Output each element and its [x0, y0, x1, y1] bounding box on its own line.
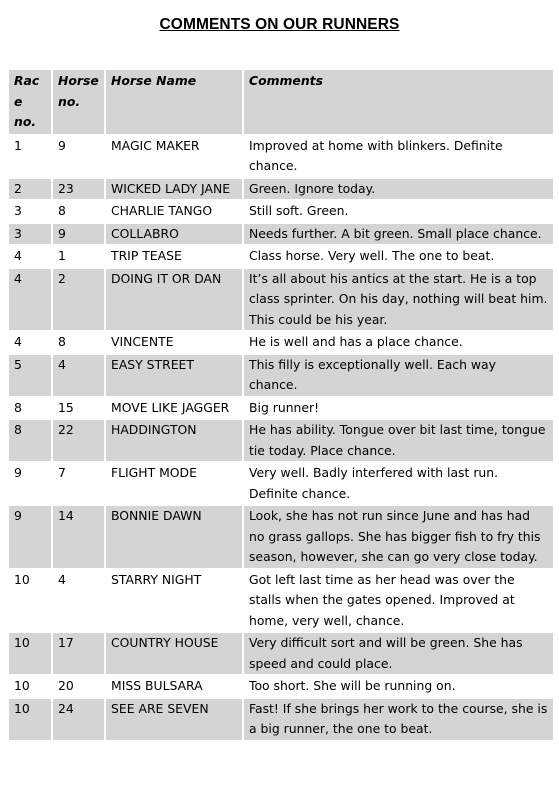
- horse-name-cell: STARRY NIGHT: [106, 570, 242, 632]
- race-no-cell: 10: [9, 570, 51, 632]
- runners-table: [7, 68, 555, 742]
- comment-cell: Still soft. Green.: [244, 201, 553, 222]
- table-row: [9, 420, 553, 461]
- table-row: [9, 699, 553, 740]
- table-body: [9, 136, 553, 740]
- horse-no-cell: 4: [53, 355, 104, 396]
- horse-name-cell: SEE ARE SEVEN: [106, 699, 242, 740]
- race-no-cell: 10: [9, 676, 51, 697]
- table-row: [9, 506, 553, 568]
- race-no-cell: 10: [9, 633, 51, 674]
- table-row: [9, 246, 553, 267]
- horse-no-cell: 7: [53, 463, 104, 504]
- comment-cell: He has ability. Tongue over bit last time, tongue tie today. Place chance.: [244, 420, 553, 461]
- table-row: [9, 224, 553, 245]
- comment-cell: Look, she has not run since June and has had no grass gallops. She has bigger fish to fry this season, however, she can go very close today.: [244, 506, 553, 568]
- horse-name-cell: EASY STREET: [106, 355, 242, 396]
- race-no-cell: 8: [9, 398, 51, 419]
- horse-no-cell: 15: [53, 398, 104, 419]
- comment-cell: Very well. Badly interfered with last run. Definite chance.: [244, 463, 553, 504]
- column-header-comments: Comments: [244, 70, 553, 134]
- horse-no-cell: 4: [53, 570, 104, 632]
- table-row: [9, 463, 553, 504]
- table-row: [9, 676, 553, 697]
- race-no-cell: 4: [9, 246, 51, 267]
- horse-name-cell: CHARLIE TANGO: [106, 201, 242, 222]
- horse-name-cell: COLLABRO: [106, 224, 242, 245]
- horse-name-cell: MAGIC MAKER: [106, 136, 242, 177]
- column-header-horse-name: Horse Name: [106, 70, 242, 134]
- race-no-cell: 2: [9, 179, 51, 200]
- comment-cell: Got left last time as her head was over the stalls when the gates opened. Improved at home, very well, chance.: [244, 570, 553, 632]
- table-row: [9, 136, 553, 177]
- horse-name-cell: FLIGHT MODE: [106, 463, 242, 504]
- table-row: [9, 269, 553, 331]
- race-no-cell: 9: [9, 506, 51, 568]
- horse-no-cell: 1: [53, 246, 104, 267]
- comment-cell: This filly is exceptionally well. Each way chance.: [244, 355, 553, 396]
- horse-name-cell: WICKED LADY JANE: [106, 179, 242, 200]
- horse-name-cell: MISS BULSARA: [106, 676, 242, 697]
- horse-name-cell: BONNIE DAWN: [106, 506, 242, 568]
- race-no-cell: 3: [9, 224, 51, 245]
- column-header-race-no: Race no.: [9, 70, 51, 134]
- horse-name-cell: TRIP TEASE: [106, 246, 242, 267]
- horse-no-cell: 8: [53, 332, 104, 353]
- column-header-horse-no: Horse no.: [53, 70, 104, 134]
- comment-cell: Very difficult sort and will be green. She has speed and could place.: [244, 633, 553, 674]
- horse-no-cell: 8: [53, 201, 104, 222]
- page-title: COMMENTS ON OUR RUNNERS: [159, 16, 400, 33]
- race-no-cell: 10: [9, 699, 51, 740]
- horse-no-cell: 9: [53, 224, 104, 245]
- horse-no-cell: 17: [53, 633, 104, 674]
- horse-name-cell: DOING IT OR DAN: [106, 269, 242, 331]
- header-row: [9, 70, 553, 134]
- race-no-cell: 3: [9, 201, 51, 222]
- comment-cell: Green. Ignore today.: [244, 179, 553, 200]
- comment-cell: He is well and has a place chance.: [244, 332, 553, 353]
- table-row: [9, 570, 553, 632]
- comment-cell: Big runner!: [244, 398, 553, 419]
- race-no-cell: 1: [9, 136, 51, 177]
- horse-name-cell: VINCENTE: [106, 332, 242, 353]
- horse-name-cell: MOVE LIKE JAGGER: [106, 398, 242, 419]
- race-no-cell: 5: [9, 355, 51, 396]
- comment-cell: Needs further. A bit green. Small place chance.: [244, 224, 553, 245]
- comment-cell: Fast! If she brings her work to the course, she is a big runner, the one to beat.: [244, 699, 553, 740]
- table-row: [9, 398, 553, 419]
- race-no-cell: 4: [9, 269, 51, 331]
- table-row: [9, 355, 553, 396]
- table-row: [9, 201, 553, 222]
- horse-no-cell: 24: [53, 699, 104, 740]
- comment-cell: Too short. She will be running on.: [244, 676, 553, 697]
- horse-no-cell: 9: [53, 136, 104, 177]
- horse-no-cell: 20: [53, 676, 104, 697]
- comment-cell: Class horse. Very well. The one to beat.: [244, 246, 553, 267]
- table-row: [9, 633, 553, 674]
- horse-no-cell: 23: [53, 179, 104, 200]
- comment-cell: Improved at home with blinkers. Definite chance.: [244, 136, 553, 177]
- race-no-cell: 9: [9, 463, 51, 504]
- horse-name-cell: COUNTRY HOUSE: [106, 633, 242, 674]
- race-no-cell: 8: [9, 420, 51, 461]
- horse-no-cell: 2: [53, 269, 104, 331]
- table-row: [9, 179, 553, 200]
- horse-no-cell: 22: [53, 420, 104, 461]
- table-row: [9, 332, 553, 353]
- horse-name-cell: HADDINGTON: [106, 420, 242, 461]
- horse-no-cell: 14: [53, 506, 104, 568]
- comment-cell: It’s all about his antics at the start. He is a top class sprinter. On his day, nothing will beat him. This could be his year.: [244, 269, 553, 331]
- race-no-cell: 4: [9, 332, 51, 353]
